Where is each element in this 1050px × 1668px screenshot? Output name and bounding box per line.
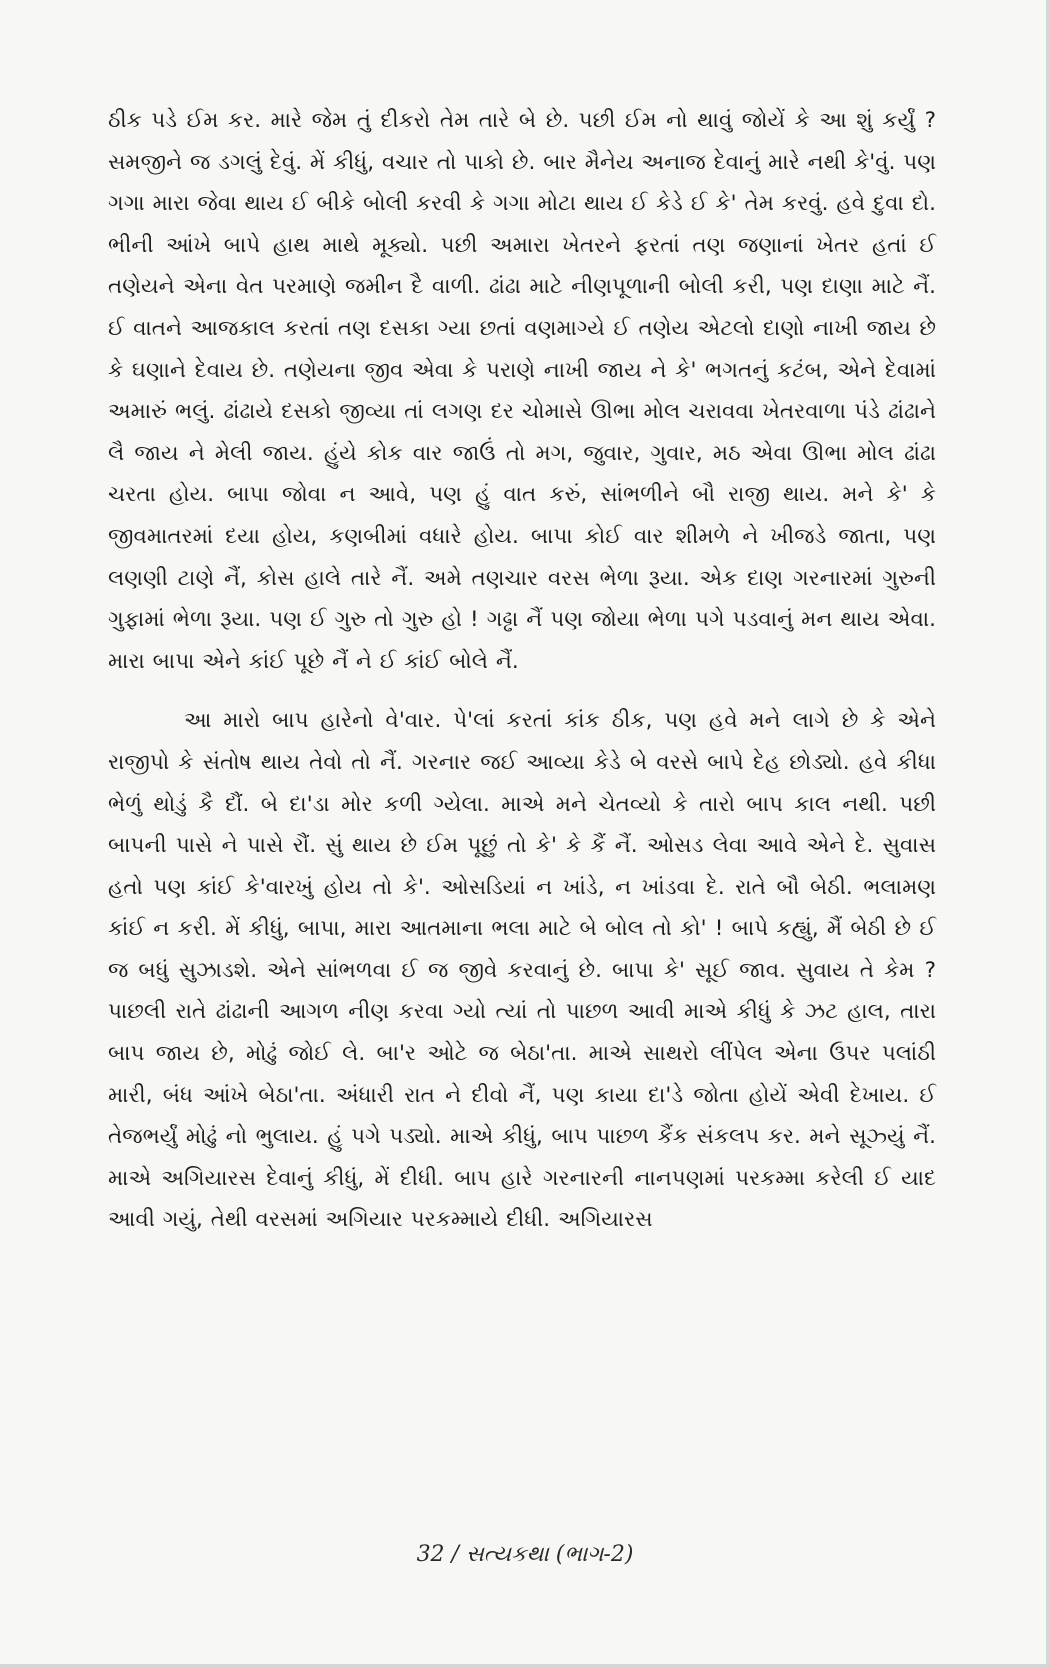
body-text [108,100,936,1241]
paragraph-2: આ મારો બાપ હારેનો વે'વાર. પે'લાં કરતાં કાંક ઠીક, પણ હવે મને લાગે છે કે એને રાજીપો કે સંતોષ થાય તેવો તો નૈં. ગરનાર જઈ આવ્યા કેડે બે વરસે બાપે દેહ છોડ્યો. હવે કીધા ભેળું થોડું કૈ દૌં. બે દા'ડા મોર કળી ગ્યેલા. માએ મને ચેતવ્યો કે તારો બાપ કાલ નથી. પછી બાપની પાસે ને પાસે રૌં. સું થાય છે ઈમ પૂછું તો કે' કે કૈં નૈં. ઓસડ લેવા આવે એને દે. સુવાસ હતો પણ કાંઈ કે'વારખું હોય તો કે'. ઓસડિયાં ન ખાંડે, ન ખાંડવા દે. રાતે બૌ બેઠી. ભલામણ કાંઈ ન કરી. મેં કીધું, બાપા, મારા આતમાના ભલા માટે બે બોલ તો કો' ! બાપે કહ્યું, મૈં બેઠી છે ઈ જ બધું સુઝાડશે. એને સાંભળવા ઈ જ જીવે કરવાનું છે. બાપા કે' સૂઈ જાવ. સુવાય તે કેમ ? પાછલી રાતે ઢાંઢાની આગળ નીણ કરવા ગ્યો ત્યાં તો પાછળ આવી માએ કીધું કે ઝટ હાલ, તારા બાપ જાય છે, મોઢું જોઈ લે. બા'ર ઓટે જ બેઠા'તા. માએ સાથરો લીંપેલ એના ઉપર પલાંઠી મારી, બંધ આંખે બેઠા'તા. અંધારી રાત ને દીવો નૈં, પણ કાયા દા'ડે જોતા હોયેં એવી દેખાય. ઈ તેજભર્યું મોઢું નો ભુલાય. હું પગે પડ્યો. માએ કીધું, બાપ પાછળ કૈંક સંકલપ કર. મને સૂઝ્યું નૈં. માએ અગિયારસ દેવાનું કીધું, મેં દીધી. બાપ હારે ગરનારની નાનપણમાં પરકમ્મા કરેલી ઈ યાદ આવી ગયું, તેથી વરસમાં અગિયાર પરકમ્માયે દીધી. અગિયારસ [108,708,936,1233]
page-footer: 32 / સત્યકથા (ભાગ-2) [416,1542,634,1567]
paragraph-1: ઠીક પડે ઈમ કર. મારે જેમ તું દીકરો તેમ તારે બે છે. પછી ઈમ નો થાવું જોયેં કે આ શું કર્યું ? સમજીને જ ડગલું દેવું. મેં કીધું, વચાર તો પાકો છે. બાર મૈનેય અનાજ દેવાનું મારે નથી કે'વું. પણ ગગા મારા જેવા થાય ઈ બીકે બોલી કરવી કે ગગા મોટા થાય ઈ કેડે ઈ કે' તેમ કરવું. હવે દુવા દો. ભીની આંખે બાપે હાથ માથે મૂક્યો. પછી અમારા ખેતરને ફરતાં તણ જણાનાં ખેતર હતાં ઈ તણેયને એના વેત પરમાણે જમીન દૈ વાળી. ઢાંઢા માટે નીણપૂળાની બોલી કરી, પણ દાણા માટે નૈં. ઈ વાતને આજકાલ કરતાં તણ દસકા ગ્યા છતાં વણમાગ્યે ઈ તણેય એટલો દાણો નાખી જાય છે કે ઘણાને દેવાય છે. તણેયના જીવ એવા કે પરાણે નાખી જાય ને કે' ભગતનું કટંબ, એને દેવામાં અમારું ભલું. ઢાંઢાયે દસકો જીવ્યા તાં લગણ દર ચોમાસે ઊભા મોલ ચરાવવા ખેતરવાળા પંડે ઢાંઢાને લૈ જાય ને મેલી જાય. હુંયે કોક વાર જાઉં તો મગ, જુવાર, ગુવાર, મઠ એવા ઊભા મોલ ઢાંઢા ચરતા હોય. બાપા જોવા ન આવે, પણ હું વાત કરું, સાંભળીને બૌ રાજી થાય. મને કે' કે જીવમાતરમાં દયા હોય, કણબીમાં વધારે હોય. બાપા કોઈ વાર શીમળે ને ખીજડે જાતા, પણ લણણી ટાણે નૈં, કોસ હાલે તારે નૈં. અમે તણચાર વરસ ભેળા રૂયા. એક દાણ ગરનારમાં ગુરુની ગુફામાં ભેળા રૂયા. પણ ઈ ગુરુ તો ગુરુ હો ! ગઢ્ઢા નૈં પણ જોયા ભેળા પગે પડવાનું મન થાય એવા. મારા બાપા એને કાંઈ પૂછે નૈં ને ઈ કાંઈ બોલે નૈં. [108,108,936,674]
